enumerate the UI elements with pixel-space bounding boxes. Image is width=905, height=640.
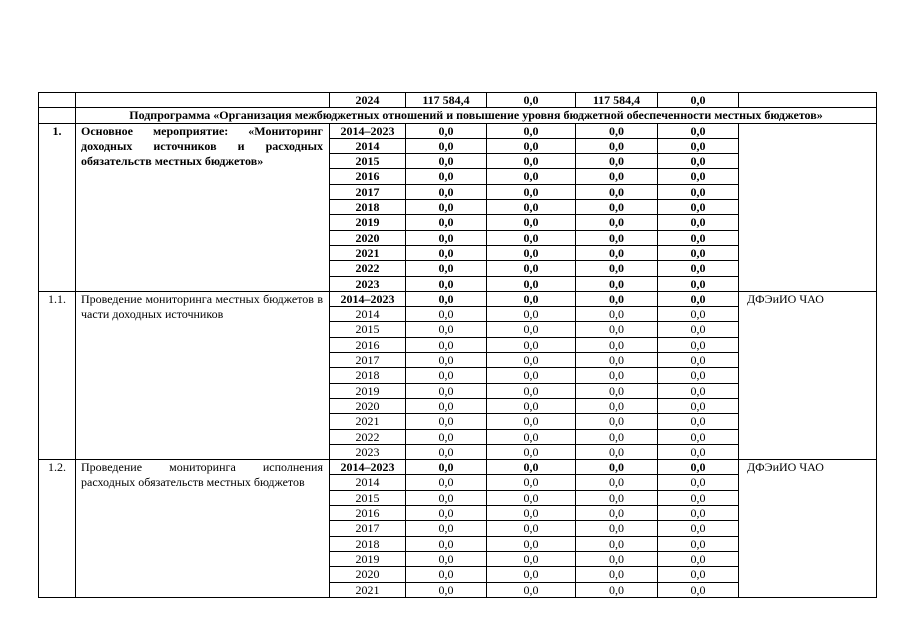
value-cell: 0,0 <box>658 93 739 108</box>
value-cell: 0,0 <box>658 383 739 398</box>
value-cell: 0,0 <box>576 276 658 291</box>
year-cell: 2018 <box>330 368 406 383</box>
value-cell: 0,0 <box>406 551 487 566</box>
value-cell: 0,0 <box>406 291 487 306</box>
value-cell: 0,0 <box>487 398 576 413</box>
value-cell: 0,0 <box>487 444 576 459</box>
year-cell: 2017 <box>330 184 406 199</box>
value-cell: 0,0 <box>487 200 576 215</box>
value-cell: 0,0 <box>576 184 658 199</box>
value-cell: 0,0 <box>576 200 658 215</box>
number-cell <box>39 108 76 123</box>
value-cell: 0,0 <box>406 582 487 597</box>
value-cell: 0,0 <box>658 414 739 429</box>
value-cell: 0,0 <box>576 245 658 260</box>
value-cell: 0,0 <box>406 490 487 505</box>
year-cell: 2014–2023 <box>330 460 406 475</box>
value-cell: 0,0 <box>406 521 487 536</box>
value-cell: 0,0 <box>487 322 576 337</box>
value-cell: 0,0 <box>406 368 487 383</box>
value-cell: 0,0 <box>658 169 739 184</box>
value-cell: 0,0 <box>487 123 576 138</box>
value-cell: 0,0 <box>658 368 739 383</box>
value-cell: 0,0 <box>658 307 739 322</box>
value-cell: 0,0 <box>658 521 739 536</box>
value-cell: 0,0 <box>406 169 487 184</box>
value-cell: 0,0 <box>658 123 739 138</box>
value-cell: 0,0 <box>658 536 739 551</box>
value-cell: 0,0 <box>406 154 487 169</box>
year-cell: 2016 <box>330 169 406 184</box>
value-cell: 0,0 <box>487 521 576 536</box>
value-cell: 0,0 <box>576 490 658 505</box>
value-cell: 0,0 <box>576 506 658 521</box>
section-description <box>76 460 330 598</box>
value-cell: 0,0 <box>658 245 739 260</box>
value-cell: 0,0 <box>487 414 576 429</box>
value-cell: 0,0 <box>487 490 576 505</box>
value-cell: 0,0 <box>576 322 658 337</box>
year-cell: 2018 <box>330 200 406 215</box>
table-row <box>39 123 877 138</box>
value-cell: 0,0 <box>487 215 576 230</box>
value-cell: 0,0 <box>576 414 658 429</box>
value-cell: 0,0 <box>406 398 487 413</box>
year-cell: 2016 <box>330 506 406 521</box>
value-cell: 0,0 <box>406 337 487 352</box>
year-cell: 2014 <box>330 307 406 322</box>
year-cell: 2015 <box>330 490 406 505</box>
value-cell: 0,0 <box>487 368 576 383</box>
value-cell: 0,0 <box>576 460 658 475</box>
value-cell: 0,0 <box>487 261 576 276</box>
value-cell: 0,0 <box>658 184 739 199</box>
year-cell: 2015 <box>330 154 406 169</box>
year-cell: 2021 <box>330 414 406 429</box>
year-cell: 2021 <box>330 582 406 597</box>
value-cell: 0,0 <box>658 490 739 505</box>
value-cell: 0,0 <box>576 368 658 383</box>
value-cell: 0,0 <box>406 245 487 260</box>
value-cell: 0,0 <box>658 582 739 597</box>
value-cell: 0,0 <box>576 475 658 490</box>
value-cell: 0,0 <box>658 506 739 521</box>
section-number: 1. <box>39 123 76 291</box>
value-cell: 0,0 <box>487 291 576 306</box>
value-cell: 0,0 <box>406 322 487 337</box>
value-cell: 0,0 <box>658 154 739 169</box>
value-cell: 0,0 <box>576 521 658 536</box>
value-cell: 0,0 <box>487 429 576 444</box>
year-cell: 2022 <box>330 429 406 444</box>
value-cell: 0,0 <box>576 582 658 597</box>
value-cell: 0,0 <box>658 215 739 230</box>
value-cell: 0,0 <box>487 138 576 153</box>
value-cell: 117 584,4 <box>406 93 487 108</box>
value-cell: 0,0 <box>487 506 576 521</box>
value-cell: 0,0 <box>406 414 487 429</box>
value-cell: 0,0 <box>658 138 739 153</box>
value-cell: 0,0 <box>487 307 576 322</box>
value-cell: 0,0 <box>576 154 658 169</box>
value-cell: 0,0 <box>576 230 658 245</box>
value-cell: 0,0 <box>406 536 487 551</box>
value-cell: 0,0 <box>576 429 658 444</box>
value-cell: 0,0 <box>406 215 487 230</box>
year-cell: 2014 <box>330 475 406 490</box>
value-cell: 117 584,4 <box>576 93 658 108</box>
executor-cell <box>739 93 877 108</box>
value-cell: 0,0 <box>487 383 576 398</box>
value-cell: 0,0 <box>487 582 576 597</box>
number-cell <box>39 93 76 108</box>
year-cell: 2019 <box>330 383 406 398</box>
table-row <box>39 93 877 108</box>
value-cell: 0,0 <box>658 276 739 291</box>
executor-cell: ДФЭиИО ЧАО <box>739 291 877 459</box>
value-cell: 0,0 <box>406 276 487 291</box>
budget-table-body <box>39 93 877 598</box>
value-cell: 0,0 <box>658 322 739 337</box>
year-cell: 2023 <box>330 444 406 459</box>
value-cell: 0,0 <box>406 383 487 398</box>
year-cell: 2019 <box>330 551 406 566</box>
value-cell: 0,0 <box>487 184 576 199</box>
value-cell: 0,0 <box>487 169 576 184</box>
value-cell: 0,0 <box>658 230 739 245</box>
value-cell: 0,0 <box>406 138 487 153</box>
value-cell: 0,0 <box>658 337 739 352</box>
section-number: 1.2. <box>39 460 76 598</box>
subprogram-row <box>39 108 877 123</box>
year-cell: 2023 <box>330 276 406 291</box>
value-cell: 0,0 <box>576 398 658 413</box>
description-cell <box>76 93 330 108</box>
value-cell: 0,0 <box>658 460 739 475</box>
value-cell: 0,0 <box>576 444 658 459</box>
value-cell: 0,0 <box>487 276 576 291</box>
value-cell: 0,0 <box>576 567 658 582</box>
value-cell: 0,0 <box>658 551 739 566</box>
year-cell: 2015 <box>330 322 406 337</box>
value-cell: 0,0 <box>487 230 576 245</box>
value-cell: 0,0 <box>406 230 487 245</box>
section-description-text: Проведение мониторинга исполнения расходных обязательств местных бюджетов <box>81 460 323 490</box>
section-description-text: Проведение мониторинга местных бюджетов в части доходных источников <box>81 291 323 322</box>
value-cell: 0,0 <box>576 536 658 551</box>
year-cell: 2020 <box>330 398 406 413</box>
value-cell: 0,0 <box>406 429 487 444</box>
value-cell: 0,0 <box>658 291 739 306</box>
value-cell: 0,0 <box>487 460 576 475</box>
value-cell: 0,0 <box>406 475 487 490</box>
budget-table <box>38 92 877 598</box>
table-row <box>39 460 877 475</box>
table-row <box>39 291 877 306</box>
value-cell: 0,0 <box>487 475 576 490</box>
section-description <box>76 123 330 291</box>
year-cell: 2024 <box>330 93 406 108</box>
value-cell: 0,0 <box>576 215 658 230</box>
subprogram-title: Подпрограмма «Организация межбюджетных отношений и повышение уровня бюджетной обеспеченности местных бюджетов» <box>76 108 877 123</box>
value-cell: 0,0 <box>576 261 658 276</box>
value-cell: 0,0 <box>406 307 487 322</box>
value-cell: 0,0 <box>576 307 658 322</box>
value-cell: 0,0 <box>576 169 658 184</box>
value-cell: 0,0 <box>406 200 487 215</box>
value-cell: 0,0 <box>487 245 576 260</box>
value-cell: 0,0 <box>576 123 658 138</box>
year-cell: 2021 <box>330 245 406 260</box>
value-cell: 0,0 <box>487 93 576 108</box>
year-cell: 2019 <box>330 215 406 230</box>
value-cell: 0,0 <box>406 353 487 368</box>
value-cell: 0,0 <box>658 200 739 215</box>
year-cell: 2018 <box>330 536 406 551</box>
executor-cell <box>739 123 877 291</box>
value-cell: 0,0 <box>576 337 658 352</box>
section-description-text: Основное мероприятие: «Мониторинг доходных источников и расходных обязательств местных бюджетов» <box>81 123 323 168</box>
value-cell: 0,0 <box>487 536 576 551</box>
year-cell: 2014 <box>330 138 406 153</box>
year-cell: 2022 <box>330 261 406 276</box>
value-cell: 0,0 <box>658 567 739 582</box>
value-cell: 0,0 <box>406 184 487 199</box>
value-cell: 0,0 <box>658 398 739 413</box>
value-cell: 0,0 <box>487 551 576 566</box>
year-cell: 2020 <box>330 567 406 582</box>
value-cell: 0,0 <box>576 291 658 306</box>
value-cell: 0,0 <box>576 383 658 398</box>
value-cell: 0,0 <box>406 261 487 276</box>
executor-cell: ДФЭиИО ЧАО <box>739 460 877 598</box>
year-cell: 2014–2023 <box>330 123 406 138</box>
value-cell: 0,0 <box>658 429 739 444</box>
value-cell: 0,0 <box>487 567 576 582</box>
value-cell: 0,0 <box>406 460 487 475</box>
year-cell: 2020 <box>330 230 406 245</box>
value-cell: 0,0 <box>658 261 739 276</box>
value-cell: 0,0 <box>406 567 487 582</box>
value-cell: 0,0 <box>576 138 658 153</box>
value-cell: 0,0 <box>487 154 576 169</box>
section-description <box>76 291 330 459</box>
value-cell: 0,0 <box>406 506 487 521</box>
value-cell: 0,0 <box>406 444 487 459</box>
value-cell: 0,0 <box>487 337 576 352</box>
year-cell: 2014–2023 <box>330 291 406 306</box>
value-cell: 0,0 <box>658 444 739 459</box>
value-cell: 0,0 <box>406 123 487 138</box>
value-cell: 0,0 <box>487 353 576 368</box>
year-cell: 2017 <box>330 353 406 368</box>
year-cell: 2016 <box>330 337 406 352</box>
value-cell: 0,0 <box>576 551 658 566</box>
value-cell: 0,0 <box>576 353 658 368</box>
value-cell: 0,0 <box>658 475 739 490</box>
section-number: 1.1. <box>39 291 76 459</box>
year-cell: 2017 <box>330 521 406 536</box>
value-cell: 0,0 <box>658 353 739 368</box>
